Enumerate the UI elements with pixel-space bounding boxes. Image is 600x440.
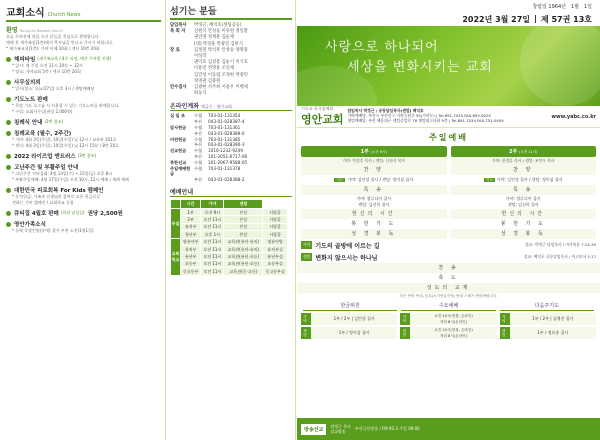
order-text: 가야: 김인성 집사 / 센텀: 정이삼 집사 [347, 177, 414, 182]
account-bank: 부산 [194, 177, 203, 183]
site-tag: 가야 [500, 313, 510, 325]
account-bank: 부산 [194, 154, 203, 160]
news-section-label: 영안가족소식 [14, 222, 46, 228]
staff-row [170, 91, 292, 97]
table-row [171, 268, 288, 275]
account-type: 비전헌금 [170, 136, 187, 142]
account-bank: 부산 [194, 130, 203, 136]
broadcast-bar [297, 418, 600, 440]
site-tag: 가야 [400, 313, 410, 325]
news-section-label: 침례식 안내 [14, 120, 43, 126]
staff-role: 안수집사 [170, 85, 187, 91]
sermon-title: 기도의 골방에 이르는 길 [315, 242, 380, 250]
table-row [171, 260, 288, 267]
news-line: * 장소: 가야교회 5층 / 센터 10층 20회 [12, 69, 81, 74]
church-website[interactable]: www.yabc.co.kr [551, 113, 596, 120]
news-section-body [6, 86, 161, 92]
wednesday-service [400, 313, 496, 341]
order-tag: 기도 [485, 178, 493, 182]
news-section-label: 기도노트 판매 [14, 97, 48, 103]
table-group-cell: 교회학교 [171, 238, 181, 275]
next-week-prayer-title: 다음주기도 [500, 302, 594, 311]
site-tag: 가야 [301, 313, 311, 325]
lower-row [301, 327, 397, 339]
bullet-icon [6, 80, 11, 85]
news-section-label: 큐티집 4월호 판매 [14, 211, 59, 217]
table-row [171, 246, 288, 253]
worship-order-item: 봉 헌 기 도 [500, 221, 546, 227]
church-tag: 기독교 한국침례회 [301, 105, 334, 111]
lower-row [500, 313, 596, 325]
news-section-title [6, 209, 161, 217]
news-line: * 일시: 매 주일 오전 11시 20분 ~ 12시 [12, 63, 83, 68]
table-row [171, 216, 288, 223]
bullet-icon [6, 165, 11, 170]
pastor-line: 담임목사 박정근 / 공동담임목사(센텀) 배익호 [347, 108, 424, 114]
account-number: 703-01-131385 [208, 136, 241, 142]
lower-value: 오전 10시(현장, 온라인) 저녁 8시(온라인) [410, 327, 496, 339]
news-section-sub: (3번 참조) [77, 153, 97, 158]
lower-row [500, 327, 596, 339]
account-type: 북한선교 [170, 159, 187, 165]
bullet-icon [6, 211, 11, 216]
bullet-icon [6, 97, 11, 102]
staff-names: 정영권 김중원 [194, 78, 221, 84]
issue-date: 2022년 3월 27일 | 제 57권 13호 [462, 14, 592, 24]
account-bank: 수협 [194, 165, 203, 171]
table-cell: 영유아방 [263, 238, 288, 245]
accounts-header [170, 101, 292, 111]
table-cell: 사랑홀 [263, 223, 288, 230]
table-cell: 중고등부실 [263, 268, 288, 275]
next-week-prayer [500, 313, 596, 341]
lower-value: 1부 / 2부 | 김민성 집사 [311, 313, 397, 325]
account-number: 043-01-028388-2 [208, 177, 245, 183]
staff-names: 김정철 박석흥 안창승 양명용 [194, 47, 248, 53]
news-section-title [6, 78, 161, 86]
table-cell: 오전 11시 [201, 238, 224, 245]
church-address [348, 109, 552, 123]
cover-column [297, 0, 600, 440]
bullet-icon [6, 154, 11, 159]
table-cell: 중고등부 [181, 268, 201, 275]
church-name: 영안교회 [301, 112, 344, 126]
closing-order [297, 263, 600, 293]
account-bank: 수협 [194, 125, 203, 131]
lower-value: 1부 / 정요송 집사 [510, 327, 596, 339]
news-section-body [6, 137, 161, 149]
broadcast-text: 박정근 목사 설교방송 [330, 424, 351, 434]
table-cell: 본당 [224, 223, 263, 230]
welcome-line: 예배 후 새가족실(1층)에서 목사님을 만나고 가시기 바랍니다. [6, 40, 114, 45]
news-line: * 목장 기도 소그룹 시 사용할 수 있는 기도노트를 판매합니다. [12, 103, 120, 108]
table-cell: 유치부실 [263, 246, 288, 253]
welcome-body [6, 34, 161, 52]
sermon-site-tag: 센텀 [303, 254, 311, 259]
service-title: 주일예배 [429, 133, 468, 142]
worship-order-item [301, 195, 447, 209]
news-section-label: 헤피타임 [14, 57, 36, 63]
sermon-gaya [297, 239, 600, 251]
table-cell: 교육관(중·고등) [224, 268, 263, 275]
closing-item: 축 도 [438, 275, 459, 281]
account-bank: 수협 [194, 159, 203, 165]
table-cell: 오전 9시 [201, 209, 224, 216]
lower-row [400, 313, 496, 325]
account-row [170, 177, 292, 183]
worship-order-item [451, 195, 597, 209]
first-service-header: 1부 (오전 9시) [301, 146, 447, 157]
founded-label: 창립일 1964년 [532, 4, 566, 10]
table-cell: 본당 [224, 216, 263, 223]
table-cell: 초등부실 [263, 260, 288, 267]
news-section-label: 고난주간 및 부활주일 안내 [14, 165, 79, 171]
account-number: 043-01-028389-0 [208, 130, 245, 136]
lower-value: 1부 / 정이삼 집사 [311, 327, 397, 339]
order-first-service [301, 165, 447, 239]
worship-table-title: 예배안내 [170, 187, 292, 197]
church-logo [301, 107, 344, 127]
table-header-row [171, 200, 288, 209]
table-cell: 교육관(유년·초등) [224, 253, 263, 260]
news-section-label: 사무실의뢰 [14, 80, 41, 86]
news-section-title [6, 118, 161, 126]
closing-item: 성도의 교제 [297, 283, 600, 293]
table-cell: 오전 11시 [201, 246, 224, 253]
news-section-title [6, 129, 161, 137]
news-section-label: 대한민국 피로회복 For Kids 캠페인 [14, 188, 104, 194]
table-cell: 오전 11시 [201, 216, 224, 223]
table-cell: 1부 [181, 209, 201, 216]
service-leaders [297, 157, 600, 165]
account-type [170, 177, 194, 183]
account-number: 043-01-028390-3 [208, 142, 245, 148]
accounts-list [170, 113, 292, 183]
founded-day: 1일 [583, 4, 592, 10]
table-cell: 본당 [224, 231, 263, 238]
broadcast-label: 방송선교 [301, 424, 326, 435]
site-tag: 센텀 [301, 327, 311, 339]
date: 2022년 3월 27일 [462, 15, 531, 24]
lower-value: 1부 / 2부 | 김행진 집사 [510, 313, 596, 325]
table-cell: 오전 11시 [201, 260, 224, 267]
staff-names: 하동석 [194, 91, 207, 97]
table-header-cell: 센텀 [224, 200, 263, 209]
worship-order-item: 헌신의 시간 [451, 209, 597, 219]
second-service-header: 2부 (오전 11시) [451, 146, 597, 157]
news-section-title [6, 186, 161, 194]
table-group-cell: 주일 [171, 209, 181, 239]
table-cell: 초등부 [181, 260, 201, 267]
sermon-ref: 설교: 배익호 공동담임목사 / 이고보서 1:17 [523, 254, 596, 259]
welcome-line: * 새가족교육(1층): 가야 어페 10회 / 센터 10층 20회 [6, 46, 100, 51]
account-bank: 부산 [194, 119, 203, 125]
lower-row [400, 327, 496, 339]
bullet-icon [6, 57, 11, 62]
staff-names: [대] 박경훈 박광진 김한기 [194, 41, 243, 47]
worship-order-item: 봉 헌 기 도 [351, 221, 397, 227]
staff-list [170, 23, 292, 97]
account-type: 감사헌금 [170, 125, 187, 131]
order-text: 가야: 김인성 집사 / 센텀: 정이삼 집사 [496, 177, 563, 182]
bullet-icon [6, 188, 11, 193]
news-section-label: 침례교육 (필수, 2주간) [14, 131, 72, 137]
table-cell: 유년부실 [263, 253, 288, 260]
lower-row [301, 313, 397, 325]
founded-month: 1월 [570, 4, 579, 10]
table-cell: 오전 11시 [201, 268, 224, 275]
order-text: 가야: 정루디아 집사 [356, 196, 392, 201]
worship-order-item: 찬 양 [301, 165, 447, 175]
worship-order-item: 성 경 봉 독 [301, 229, 447, 239]
offering-committee [301, 313, 397, 341]
welcome-label: 환영 [6, 27, 18, 34]
address-line: 센텀예배당: 부산 해운대구 센텀중앙로 78 센텀월드타워 9층 | Tel.891-7034 FAX.751-0409 [347, 117, 504, 123]
news-line: 전하는 기부 캠페인 / 교회학교 동참 [12, 200, 74, 205]
news-section-sub: (새가족교육 / 4주 과정, 매주 주차별 진행) [37, 56, 112, 61]
order-of-worship [297, 165, 600, 239]
staff-names: 권덕호 김경용 김순기 이기호 [194, 60, 248, 66]
news-line: * 구입: 교회사무실(권당 2,000원) [12, 109, 73, 114]
news-section-body [6, 63, 161, 75]
staff-role [170, 91, 194, 97]
news-line: * 센터: 4월 3일(주일), 10일(주일) 낮 12시 15분 / 8층 20호 [12, 143, 120, 148]
table-header-cell: 시간 [181, 200, 201, 209]
banner-line-2: 세상을 변화시키는 교회 [347, 60, 493, 75]
staff-names: 권진영 정재훈 김순재 [194, 35, 235, 41]
staff-role: 목 회 자 [170, 29, 186, 35]
account-bank: 수협 [194, 136, 203, 142]
order-tag: 기도 [336, 178, 344, 182]
account-number: 703-01-131378 [208, 165, 241, 171]
lower-headers [297, 302, 600, 311]
bullet-icon [6, 131, 11, 136]
table-cell: 오후 1시 [201, 231, 224, 238]
table-row [171, 253, 288, 260]
account-number: 043-01-028387-4 [208, 119, 245, 125]
table-cell: 사랑홀 [263, 216, 288, 223]
table-row [171, 231, 288, 238]
table-cell: 본당 [224, 209, 263, 216]
accounts-owner: 예금주 : 영안교회 [200, 104, 232, 110]
site-tag: 센텀 [400, 327, 410, 339]
account-bank: 수협 [194, 148, 203, 154]
news-section-title [6, 220, 161, 228]
news-sections [6, 55, 161, 234]
staff-column [166, 0, 296, 440]
account-number: 703-01-131354 [208, 113, 241, 119]
worship-order-item [451, 175, 597, 185]
news-line: * 가야: 4월 3일(주일), 10일(주일) 낮 12시 / 교육관 101호 [12, 137, 117, 142]
order-text: 가야: 정루디아 집사 [505, 196, 541, 201]
sermon-ref: 설교: 박정근 담임목사 / 마가복음 7:24-30 [524, 242, 596, 247]
news-title: 교회소식 [6, 8, 45, 19]
site-tag: 센텀 [500, 327, 510, 339]
service-notice: 모든 연락 안내, 등록(오시면)(가야) 안내 스태프 연락바랍니다. [399, 294, 498, 298]
table-cell: 청년부 [181, 231, 201, 238]
first-service-leader: 가야: 안성웅 목사 / 센텀: 신원식 목사 [301, 157, 447, 165]
news-line: * 부활주일예배: 4월 17일(주일) 오전 10시, 12시 예배 / 세례 예배 [12, 177, 129, 182]
news-section-title [6, 163, 161, 171]
table-cell: 사랑홀 [263, 209, 288, 216]
table-cell: 영유아부 [181, 238, 201, 245]
news-column [0, 0, 166, 440]
table-row [171, 223, 288, 230]
accounts-title: 온라인계좌 [170, 103, 199, 111]
account-type: 선교헌금 [170, 148, 187, 154]
order-text: 센텀: 김선희 집사 [507, 202, 539, 207]
second-service-leader: 가야: 한정훈 목사 / 센텀: 조인우 목사 [451, 157, 597, 165]
founded-info [297, 0, 600, 14]
news-section-body [6, 171, 161, 183]
table-cell: 2부 [181, 216, 201, 223]
worship-order-item: 특 송 [301, 185, 447, 195]
news-section-label: 2022 라이즈업 앤트러스 [14, 154, 76, 160]
news-section-title [6, 152, 161, 160]
broadcast-info: 부산극동방송 / FM 93.3 주일 09:00 [354, 426, 420, 431]
lower-grid [297, 313, 600, 341]
account-number: 101-2067-9588-05 [208, 159, 248, 165]
staff-role: 담임목사 [170, 23, 187, 28]
address-line: 가야예배당: 부산시 부산진구 가야공원로 55(가야동) | Tel.891-7035 FAX.893-9029 [347, 113, 491, 119]
worship-order-item: 헌신의 시간 [301, 209, 447, 219]
news-section-body [6, 228, 161, 234]
account-number: 101-2051-6717-06 [208, 154, 248, 160]
table-row [171, 238, 288, 245]
account-bank: 수협 [194, 113, 203, 119]
account-row [170, 166, 292, 178]
staff-names: 이성학 [194, 54, 207, 60]
news-section-title [6, 55, 161, 63]
staff-role: 장 로 [170, 47, 180, 53]
welcome-label-en: Young-An Baptist Church [19, 29, 63, 33]
account-bank: 부산 [194, 142, 203, 148]
wednesday-service-title: 수요예배 [401, 302, 495, 311]
account-type: 십 일 조 [170, 113, 186, 119]
news-line: * 고난주간 저녁집회: 4월 13일(수) ~ 15일(금) 오후 8시 [12, 171, 113, 176]
table-row [171, 209, 288, 216]
table-cell: 교육관(유아·유치) [224, 238, 263, 245]
bullet-icon [6, 222, 11, 227]
account-number: 703-01-131361 [208, 125, 241, 131]
worship-order-item: 특 송 [451, 185, 597, 195]
sermon-title: 변화지 않으시는 하나님 [315, 254, 378, 262]
news-line: * 일시/장소: 오늘(27일) 오후 3시 / 센팀예배당 [12, 86, 95, 91]
table-cell: 교육관(유년·초등) [224, 260, 263, 267]
order-text: 센텀: 김선희 집사 [358, 202, 390, 207]
lower-value: 오전 10시(현장, 온라인) 저녁 8시(온라인) [410, 313, 496, 325]
worship-order-item: 찬 양 [451, 165, 597, 175]
news-section-title [6, 95, 161, 103]
welcome-line: 오늘 주의전에 처음 오신 분들을 진심으로 환영합니다. [6, 34, 100, 39]
leaf-decoration [520, 26, 600, 106]
staff-names: 신원식 안성웅 이유원 정일환 [194, 29, 248, 35]
table-cell: 오전 11시 [201, 223, 224, 230]
staff-title: 섬기는 분들 [170, 4, 292, 20]
service-headers [297, 146, 600, 157]
cover-banner [297, 26, 600, 106]
news-section-sub: (헌관 남성실) [60, 210, 85, 215]
worship-order-item: 성 경 봉 독 [451, 229, 597, 239]
church-info-row [297, 106, 600, 128]
table-header-cell: 가야 [201, 200, 224, 209]
order-second-service [451, 165, 597, 239]
news-section-sub: (3번 참조) [44, 119, 64, 124]
sermon-centum [297, 251, 600, 263]
account-type: 주일예배헌금 [170, 165, 191, 177]
staff-names: 박정근, 배익호(센팀공동) [194, 23, 242, 28]
staff-names: 김광현 서주희 서용우 이행제 [194, 85, 248, 91]
table-cell: 유치부 [181, 246, 201, 253]
worship-order-item [301, 175, 447, 185]
news-subtitle: Church News [47, 12, 81, 18]
offering-committee-title: 한금위원 [303, 302, 397, 311]
news-line: * 동전헌금: 가족과 선생님의 참여로 모은 헌금으로 [12, 194, 101, 199]
account-number: 1010-1232-9249 [208, 148, 243, 154]
table-cell: 유치부 [181, 223, 201, 230]
news-section-body [6, 194, 161, 206]
table-cell: 교육관(유아·유치) [224, 246, 263, 253]
bullet-icon [6, 120, 11, 125]
news-line: * 동에 목장인원(송벽) 결가 부흥 소천(1월1일) [12, 228, 94, 233]
sermon-site-tag: 가야 [303, 242, 311, 247]
news-section-extra: 권당 2,500원 [87, 211, 123, 217]
welcome-block [6, 25, 161, 52]
table-cell: 사랑홀 [263, 231, 288, 238]
banner-line-1: 사랑으로 하나되어 [325, 40, 439, 55]
table-cell: 유년부 [181, 253, 201, 260]
table-header-cell [171, 200, 181, 209]
staff-names: 김진성 이동엽 조정현 박종민 [194, 72, 248, 78]
news-section-body [6, 103, 161, 115]
volume: 제 57권 13호 [540, 15, 592, 24]
news-header [6, 4, 161, 22]
table-cell: 오전 11시 [201, 253, 224, 260]
staff-names: 이용연 전명용 조길재 [194, 66, 235, 72]
worship-schedule-table [170, 199, 288, 276]
closing-item: 찬 송 [297, 263, 600, 273]
